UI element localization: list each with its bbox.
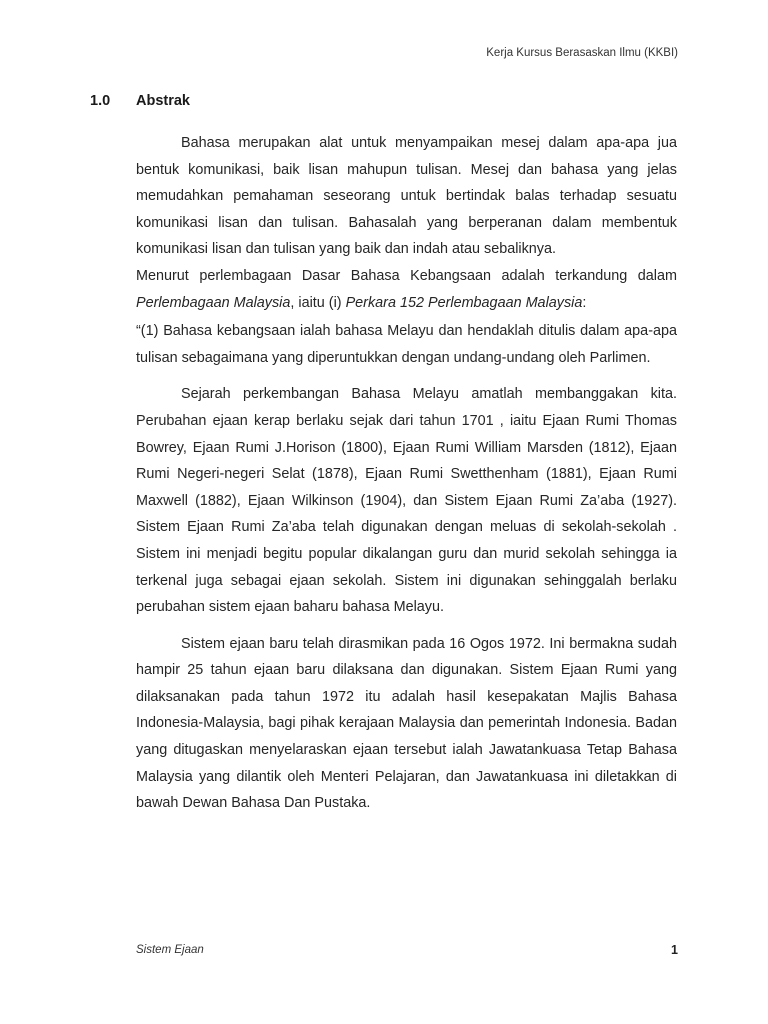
paragraph-2-italic-article: Perkara 152 Perlembagaan Malaysia [345, 294, 583, 311]
page-number: 1 [671, 943, 678, 957]
document-body [136, 130, 677, 817]
paragraph-1: Bahasa merupakan alat untuk menyampaikan mesej dalam apa-apa jua bentuk komunikasi, baik lisan mahupun tulisan. Mesej dan bahasa yang jelas memudahkan pemahaman seseorang untuk bertindak balas terhadap sesuatu komunikasi lisan dan tulisan. Bahasalah yang berperanan dalam membentuk komunikasi lisan dan tulisan yang baik dan indah atau sebaliknya. [136, 135, 677, 258]
section-number: 1.0 [90, 93, 111, 109]
section-title: Abstrak [136, 93, 190, 109]
paragraph-5: Sistem ejaan baru telah dirasmikan pada 16 Ogos 1972. Ini bermakna sudah hampir 25 tahun ejaan baru dilaksana dan digunakan. Sistem Ejaan Rumi yang dilaksanakan pada tahun 1972 itu adalah hasil kesepakatan Majlis Bahasa Indonesia-Malaysia, bagi pihak kerajaan Malaysia dan pemerintah Indonesia. Badan yang ditugaskan menyelaraskan ejaan tersebut ialah Jawatankuasa Tetap Bahasa Malaysia yang dilantik oleh Menteri Pelajaran, dan Jawatankuasa ini diletakkan di bawah Dewan Bahasa Dan Pustaka. [136, 635, 677, 812]
paragraph-4: Sejarah perkembangan Bahasa Melayu amatlah membanggakan kita. Perubahan ejaan kerap berlaku sejak dari tahun 1701 , iaitu Ejaan Rumi Thomas Bowrey, Ejaan Rumi J.Horison (1800), Ejaan Rumi William Marsden (1812), Ejaan Rumi Negeri-negeri Selat (1878), Ejaan Rumi Swetthenham (1881), Ejaan Rumi Maxwell (1882), Ejaan Wilkinson (1904), dan Sistem Ejaan Rumi Za’aba (1927). Sistem Ejaan Rumi Za’aba telah digunakan dengan meluas di sekolah-sekolah . Sistem ini menjadi begitu popular dikalangan guru dan murid sekolah sehingga ia terkenal juga sebagai ejaan sekolah. Sistem ini digunakan sehinggalah berlaku perubahan sistem ejaan baharu bahasa Melayu. [136, 386, 677, 616]
paragraph-2-text-start: Menurut perlembagaan Dasar Bahasa Kebangsaan adalah terkandung dalam [136, 267, 677, 284]
paragraph-2-italic-constitution: Perlembagaan Malaysia [136, 294, 291, 311]
paragraph-2-text-end: : [582, 294, 587, 311]
paragraph-2 [136, 263, 677, 316]
section-heading [90, 93, 190, 109]
footer-title: Sistem Ejaan [136, 944, 204, 956]
paragraph-2-text-mid: , iaitu (i) [290, 294, 346, 311]
running-header: Kerja Kursus Berasaskan Ilmu (KKBI) [486, 47, 678, 59]
paragraph-3-quote: “(1) Bahasa kebangsaan ialah bahasa Melayu dan hendaklah ditulis dalam apa-apa tulisan sebagaimana yang diperuntukkan dengan undang-undang oleh Parlimen. [136, 323, 677, 366]
